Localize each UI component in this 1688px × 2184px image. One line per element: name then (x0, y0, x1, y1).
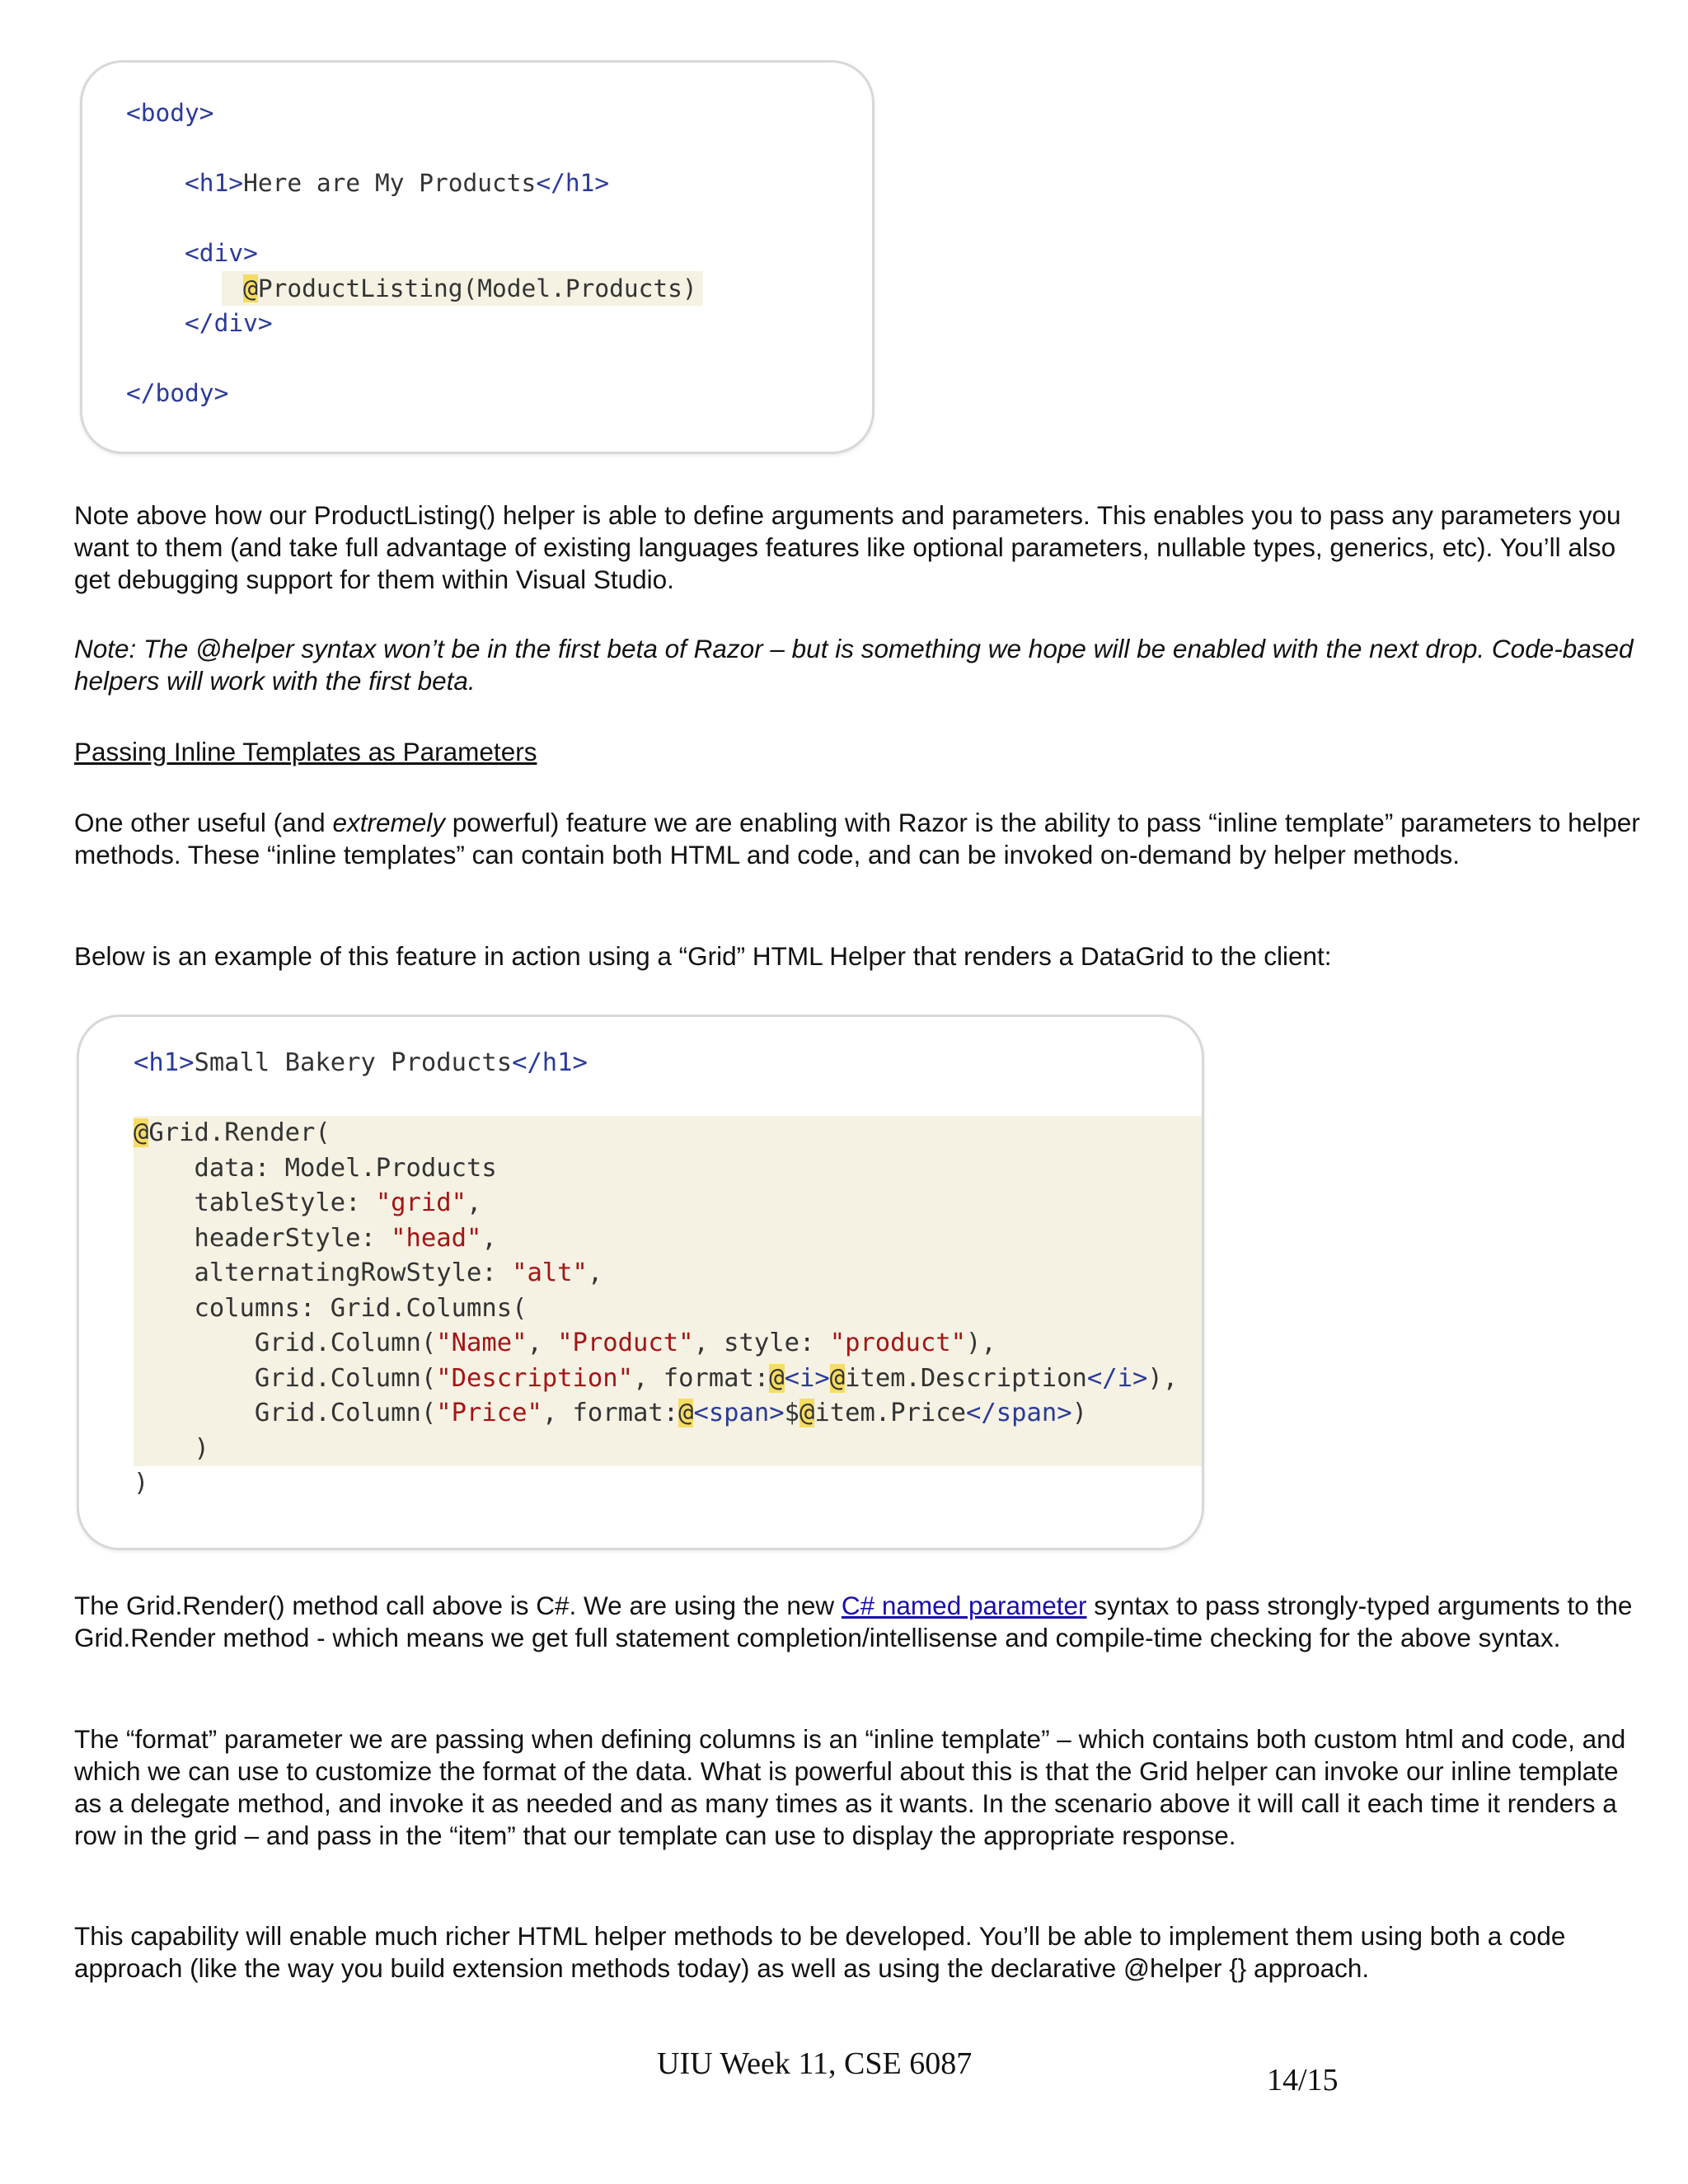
code-line: </body> (126, 379, 229, 407)
code-line: data: Model.Products (134, 1151, 1202, 1187)
footer-course: UIU Week 11, CSE 6087 (657, 2046, 973, 2081)
paragraph-grid-example: Below is an example of this feature in action using a “Grid” HTML Helper that renders a DataGrid to the client: (74, 941, 1332, 971)
code-line: alternatingRowStyle: "alt", (134, 1256, 1202, 1291)
code-line: @ProductListing(Model.Products) (126, 271, 872, 307)
note-paragraph (74, 633, 1640, 697)
code-line: <body> (126, 99, 214, 127)
section-heading (74, 736, 1640, 768)
code-listing-body (126, 96, 872, 411)
code-line: Grid.Column("Description", format:@<i>@item.Description</i>), (134, 1361, 1202, 1397)
code-line: <h1>Small Bakery Products</h1> (134, 1048, 588, 1077)
para-4-text-end: syntax to pass strongly-typed arguments to the Grid.Render method - which means we get full statement completion/intellisense and compile-time checking for the above syntax. (74, 1591, 1633, 1652)
code-line: <h1>Here are My Products</h1> (185, 169, 610, 197)
code-line (134, 1081, 1202, 1117)
code-line: ) (134, 1432, 1202, 1467)
code-line (126, 201, 872, 237)
para-2-emphasis: extremely (332, 808, 445, 837)
code-line: </div> (185, 309, 273, 337)
code-line: Grid.Column("Name", "Product", style: "product"), (134, 1326, 1202, 1361)
code-line (126, 341, 872, 377)
code-listing-grid (134, 1046, 1202, 1502)
code-screenshot-body (80, 60, 874, 454)
code-line (126, 131, 872, 166)
named-parameter-link[interactable]: C# named parameter (841, 1591, 1087, 1620)
para-2-text-end: powerful) feature we are enabling with Razor is the ability to pass “inline template” parameters to helper methods. These “inline templates” can contain both HTML and code, and can be invoked on-demand by helper methods. (74, 808, 1640, 869)
footer-page-number: 14/15 (1267, 2063, 1339, 2097)
paragraph-capability: This capability will enable much richer HTML helper methods to be developed. You’ll be able to implement them using both a code approach (like the way you build extension methods today) as well as using the declarative @helper {} approach. (74, 1921, 1566, 1983)
code-line: headerStyle: "head", (134, 1221, 1202, 1257)
paragraph-inline-templates (74, 807, 1640, 871)
code-line: ) (134, 1469, 149, 1497)
para-2-text-start: One other useful (and (74, 808, 333, 837)
paragraph-format-parameter: The “format” parameter we are passing when defining columns is an “inline template” – which contains both custom html and code, and which we can use to customize the format of the data. What is powerful about this is that the Grid helper can invoke our inline template as a delegate method, and invoke it as needed and as many times as it wants. In the scenario above it will call it each time it renders a row in the grid – and pass in the “item” that our template can use to display the appropriate response. (74, 1724, 1626, 1850)
paragraph-helper-arguments: Note above how our ProductListing() helper is able to define arguments and parameters. This enables you to pass any parameters you want to them (and take full advantage of existing languages features like optional parameters, nullable types, generics, etc). You’ll also get debugging support for them within Visual Studio. (74, 500, 1621, 594)
code-line: Grid.Column("Price", format:@<span>$@item.Price</span>) (134, 1396, 1202, 1432)
section-heading-text: Passing Inline Templates as Parameters (74, 737, 537, 766)
code-line: tableStyle: "grid", (134, 1186, 1202, 1221)
para-4-text-start: The Grid.Render() method call above is C#. We are using the new (74, 1591, 842, 1620)
note-text: Note: The @helper syntax won’t be in the first beta of Razor – but is something we hope will be enabled with the next drop. Code-based helpers will work with the first beta. (74, 634, 1634, 696)
code-screenshot-grid (77, 1015, 1204, 1550)
code-line: <div> (185, 239, 258, 267)
code-line: @Grid.Render( (134, 1116, 1202, 1151)
paragraph-grid-render (74, 1590, 1640, 1654)
code-line: columns: Grid.Columns( (134, 1291, 1202, 1327)
